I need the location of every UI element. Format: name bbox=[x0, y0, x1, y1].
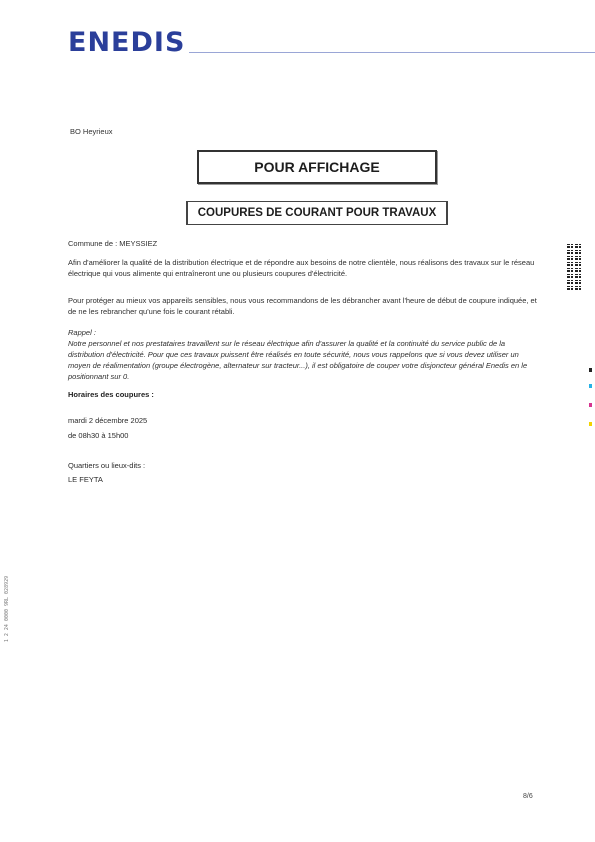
area-item: LE FEYTA bbox=[68, 475, 103, 484]
schedule-heading: Horaires des coupures : bbox=[68, 390, 154, 399]
sender-office: BO Heyrieux bbox=[70, 127, 113, 136]
color-mark-yellow bbox=[589, 422, 592, 426]
side-scan-code: 1 2 24 0000 9RL 028929 bbox=[4, 575, 11, 643]
intro-paragraph: Afin d'améliorer la qualité de la distribution électrique et de répondre aux besoins de notre clientèle, nous réalisons des travaux sur le réseau électrique qui vous alimente qui entraîneront une ou plusieurs coupures d'électricité. bbox=[68, 258, 535, 278]
qr-code-icon bbox=[567, 242, 582, 290]
color-mark-black bbox=[589, 368, 592, 372]
reminder-block bbox=[68, 327, 538, 382]
color-mark-cyan bbox=[589, 384, 592, 388]
enedis-logo: ENEDIS bbox=[68, 27, 186, 58]
reminder-text: Notre personnel et nos prestataires travaillent sur le réseau électrique afin d'assurer la qualité et la continuité du service public de la distribution d'électricité. Pour que ces travaux puissent être réalisés en toute sécurité, nous vous rappelons que si vous devez utiliser un moyen de réalimentation (groupe électrogène, alternateur sur tracteur...), il est obligatoire de couper votre disjoncteur général Enedis en le positionnant sur 0. bbox=[68, 339, 528, 381]
header-divider bbox=[189, 52, 595, 53]
main-title-box bbox=[197, 150, 437, 184]
areas-heading: Quartiers ou lieux-dits : bbox=[68, 461, 146, 470]
outage-time: de 08h30 à 15h00 bbox=[68, 431, 129, 440]
outage-date: mardi 2 décembre 2025 bbox=[68, 416, 148, 425]
protection-paragraph: Pour protéger au mieux vos appareils sensibles, nous vous recommandons de les débrancher avant l'heure de début de coupure indiquée, et de ne les rebrancher qu'une fois le courant rétabli. bbox=[68, 296, 537, 316]
main-title: POUR AFFICHAGE bbox=[254, 159, 380, 175]
sub-title-box bbox=[186, 201, 448, 225]
sub-title: COUPURES DE COURANT POUR TRAVAUX bbox=[197, 207, 437, 219]
page-number: 8/6 bbox=[523, 793, 533, 800]
reminder-label: Rappel : bbox=[68, 328, 96, 337]
commune-line: Commune de : MEYSSIEZ bbox=[68, 239, 158, 248]
color-mark-magenta bbox=[589, 403, 592, 407]
